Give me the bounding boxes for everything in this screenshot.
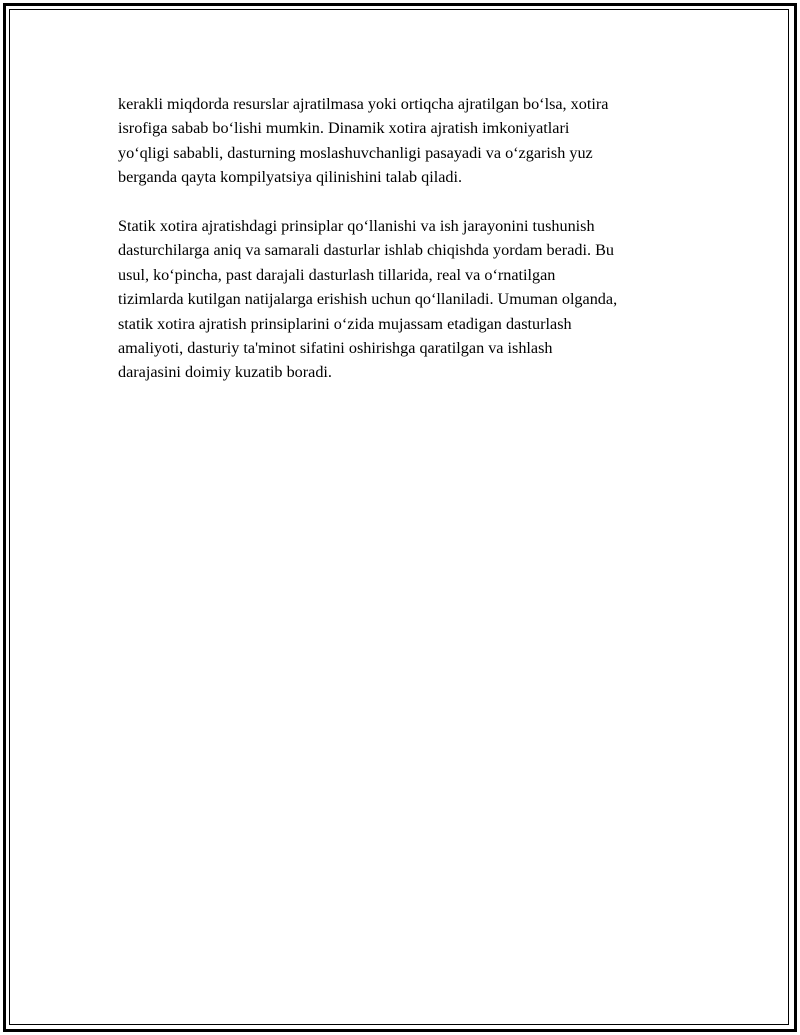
document-body xyxy=(118,92,693,409)
paragraph-2: Statik xotira ajratishdagi prinsiplar qo‘llanishi va ish jarayonini tushunish dasturchilarga aniq va samarali dasturlar ishlab chiqishda yordam beradi. Bu usul, ko‘pincha, past darajali dasturlash tillarida, real va o‘rnatilgan tizimlarda kutilgan natijalarga erishish uchun qo‘llaniladi. Umuman olganda, statik xotira ajratish prinsiplarini o‘zida mujassam etadigan dasturlash amaliyoti, dasturiy ta'minot sifatini oshirishga qaratilgan va ishlash darajasini doimiy kuzatib boradi. xyxy=(118,217,618,382)
paragraph-1: kerakli miqdorda resurslar ajratilmasa yoki ortiqcha ajratilgan bo‘lsa, xotira isrofiga sabab bo‘lishi mumkin. Dinamik xotira ajratish imkoniyatlari yo‘qligi sababli, dasturning moslashuvchanligi pasayadi va o‘zgarish yuz berganda qayta kompilyatsiya qilinishini talab qiladi. xyxy=(118,95,609,187)
